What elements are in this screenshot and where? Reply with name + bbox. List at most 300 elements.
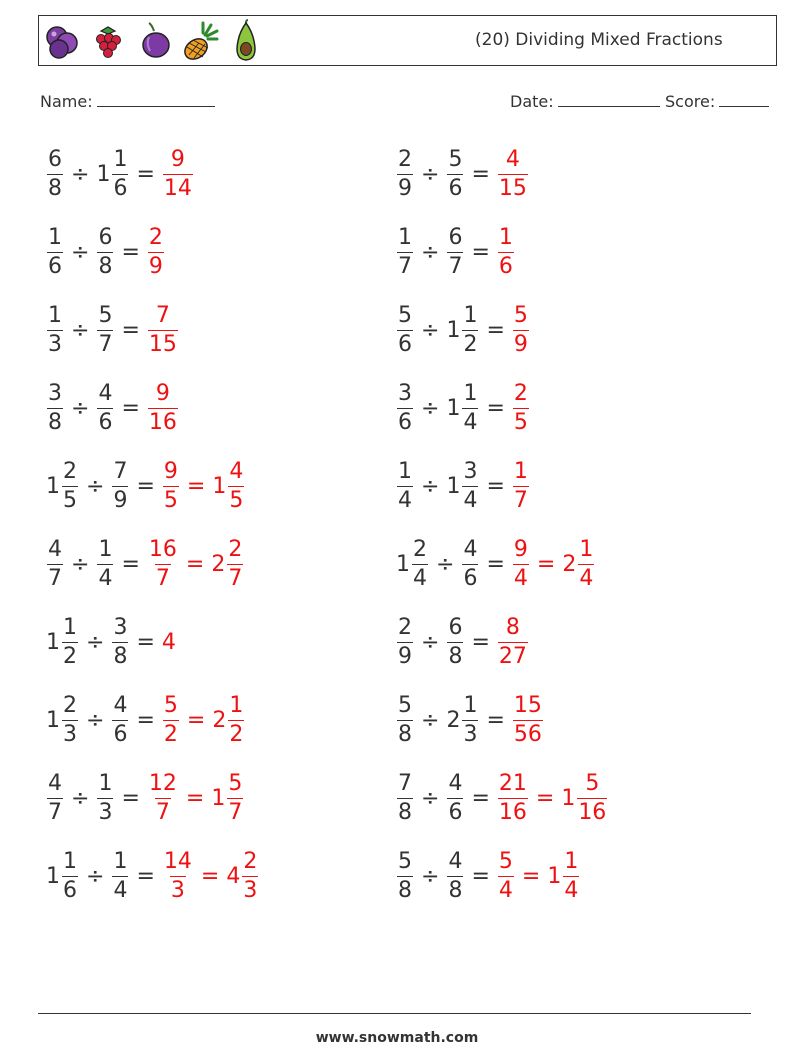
fraction [96,770,114,825]
worksheet-title: (20) Dividing Mixed Fractions [475,30,723,50]
denominator: 7 [513,487,528,513]
equals-sign: = [136,161,155,187]
divide-sign: ÷ [421,629,440,655]
divisor [111,692,129,747]
denominator: 8 [48,409,62,435]
answer [147,224,165,279]
answer-value [162,146,194,201]
divide-sign: ÷ [421,863,440,889]
answer [162,458,245,513]
answer-value [497,770,529,825]
problem-14 [396,610,529,674]
fraction [46,536,64,591]
answer [497,146,529,201]
divisor [446,614,464,669]
numerator: 1 [63,614,77,640]
dividend [46,770,64,825]
divisor [446,380,479,435]
answer-value [512,302,530,357]
equals-sign: = [121,785,140,811]
denominator: 4 [564,877,579,903]
problem-4 [396,220,515,284]
dividend [396,380,414,435]
answer-value [226,848,259,903]
dividend [46,380,64,435]
numerator: 5 [585,770,600,796]
fraction [111,692,129,747]
denominator: 4 [398,487,412,513]
denominator: 15 [148,331,177,357]
fraction [162,692,180,747]
fraction [396,458,414,513]
fraction [241,848,259,903]
equals-sign: = [486,395,505,421]
name-label: Name: [40,92,93,111]
equals-sign: = [536,551,556,577]
answer [512,380,530,435]
numerator: 1 [48,224,62,250]
equals-sign: = [186,707,206,733]
denominator: 8 [98,253,113,279]
numerator: 4 [98,380,113,406]
fraction [61,848,79,903]
dividend [396,458,414,513]
fraction [461,302,479,357]
denominator: 6 [398,331,412,357]
denominator: 14 [163,175,192,201]
dividend [46,614,79,669]
numerator: 2 [63,692,77,718]
fraction [497,146,529,201]
fraction [147,302,179,357]
dividend [46,146,64,201]
dividend [396,770,414,825]
numerator: 5 [448,146,463,172]
divisor [111,458,129,513]
answer [162,146,194,201]
denominator: 9 [398,175,412,201]
denominator: 6 [98,409,113,435]
date-label: Date: [510,92,554,111]
fraction [461,380,479,435]
denominator: 16 [578,799,607,825]
dividend [396,848,414,903]
equals-sign: = [136,629,155,655]
whole-number: 1 [446,473,461,499]
numerator: 9 [170,146,185,172]
denominator: 9 [398,643,412,669]
answer [497,614,529,669]
divide-sign: ÷ [421,707,440,733]
equals-sign: = [521,863,541,889]
numerator: 5 [398,692,412,718]
denominator: 6 [498,253,513,279]
worksheet-header [38,15,777,66]
numerator: 4 [48,536,62,562]
fraction [61,614,79,669]
divide-sign: ÷ [421,785,440,811]
numerator: 5 [398,302,412,328]
equals-sign: = [121,551,140,577]
numerator: 4 [48,770,62,796]
numerator: 1 [498,224,513,250]
equals-sign: = [136,707,155,733]
denominator: 6 [113,721,128,747]
equals-sign: = [121,395,140,421]
numerator: 12 [148,770,177,796]
answer [497,848,580,903]
divide-sign: ÷ [86,707,105,733]
numerator: 1 [229,692,244,718]
name-field [40,92,215,111]
equals-sign: = [185,551,205,577]
answer-value [497,848,515,903]
denominator: 2 [63,643,77,669]
denominator: 8 [398,877,412,903]
numerator: 5 [228,770,243,796]
name-blank [97,92,215,107]
date-blank [558,92,660,107]
fraction [396,692,414,747]
divisor [446,146,464,201]
divide-sign: ÷ [71,395,90,421]
denominator: 16 [148,409,177,435]
fraction [512,380,530,435]
problem-17 [46,766,244,830]
score-label: Score: [665,92,716,111]
denominator: 8 [113,643,128,669]
answer-value [562,536,595,591]
fraction [461,458,479,513]
answer [147,536,244,591]
numerator: 1 [463,380,478,406]
equals-sign: = [471,239,490,265]
problem-10 [396,454,530,518]
denominator: 6 [113,175,128,201]
plums-icon [43,19,81,63]
fraction [497,848,515,903]
fraction [147,770,179,825]
denominator: 7 [48,565,62,591]
dividend [396,536,429,591]
numerator: 1 [463,692,478,718]
divisor [446,224,464,279]
pineapple-icon [181,19,219,63]
fraction [111,146,129,201]
problem-8 [396,376,530,440]
whole-number: 1 [96,161,111,187]
answer [147,770,244,825]
problem-12 [396,532,595,596]
dividend [396,302,414,357]
dividend [46,224,64,279]
numerator: 6 [48,146,62,172]
denominator: 9 [148,253,163,279]
whole-number: 1 [547,863,562,889]
answer [512,302,530,357]
numerator: 3 [463,458,478,484]
equals-sign: = [471,785,490,811]
denominator: 16 [498,799,527,825]
whole-number: 1 [46,629,60,655]
problem-1 [46,142,194,206]
denominator: 6 [448,175,463,201]
fraction [396,770,414,825]
fraction [512,302,530,357]
denominator: 8 [48,175,62,201]
answer-value [512,692,544,747]
dividend [46,848,79,903]
numerator: 1 [579,536,594,562]
numerator: 7 [113,458,128,484]
denominator: 56 [513,721,542,747]
numerator: 6 [448,614,463,640]
divisor [96,302,114,357]
divisor [446,770,464,825]
fraction [396,848,414,903]
fraction [96,380,114,435]
denominator: 7 [155,799,170,825]
numerator: 5 [98,302,113,328]
fraction [446,770,464,825]
denominator: 9 [113,487,128,513]
numerator: 2 [63,458,77,484]
fraction [162,146,194,201]
divide-sign: ÷ [436,551,455,577]
fraction [396,224,414,279]
divisor [446,302,479,357]
denominator: 6 [463,565,478,591]
numerator: 4 [463,536,478,562]
numerator: 1 [98,770,113,796]
whole-number: 1 [211,785,226,811]
divide-sign: ÷ [71,551,90,577]
numerator: 21 [498,770,527,796]
problem-6 [396,298,530,362]
numerator: 5 [498,848,513,874]
divide-sign: ÷ [421,395,440,421]
numerator: 1 [463,302,478,328]
whole-number: 1 [446,317,461,343]
fraction [446,848,464,903]
numerator: 2 [243,848,258,874]
answer [162,848,259,903]
fraction [46,770,64,825]
denominator: 8 [398,799,412,825]
denominator: 2 [229,721,244,747]
answer-value [147,536,179,591]
fraction [46,380,64,435]
denominator: 7 [155,565,170,591]
divide-sign: ÷ [71,239,90,265]
dividend [396,224,414,279]
fraction [61,692,79,747]
equals-sign: = [136,473,155,499]
answer-value [497,146,529,201]
denominator: 5 [63,487,77,513]
fraction [46,302,64,357]
divisor [96,536,114,591]
divide-sign: ÷ [421,473,440,499]
numerator: 2 [148,224,163,250]
numerator: 6 [98,224,113,250]
denominator: 3 [98,799,113,825]
divide-sign: ÷ [421,317,440,343]
answer [512,692,544,747]
numerator: 1 [113,146,128,172]
divisor [111,848,129,903]
answer-value [512,536,530,591]
numerator: 1 [564,848,579,874]
answer-value [147,302,179,357]
equals-sign: = [186,473,206,499]
numerator: 4 [448,770,463,796]
numerator: 5 [513,302,528,328]
problem-7 [46,376,179,440]
date-field [510,92,660,111]
answer [497,770,608,825]
fraction [111,848,129,903]
numerator: 5 [398,848,412,874]
whole-number: 2 [562,551,577,577]
score-field [665,92,769,111]
whole-number: 1 [46,473,60,499]
fraction [411,536,429,591]
denominator: 3 [63,721,77,747]
denominator: 7 [228,799,243,825]
problem-3 [46,220,165,284]
equals-sign: = [136,863,155,889]
answer-value [147,380,179,435]
problem-20 [396,844,580,908]
fraction [562,848,580,903]
denominator: 5 [163,487,178,513]
dividend [396,146,414,201]
whole-number: 1 [212,473,227,499]
dividend [46,536,64,591]
fraction [446,146,464,201]
denominator: 3 [463,721,478,747]
numerator: 7 [398,770,412,796]
footer-url: www.snowmath.com [315,1030,479,1046]
numerator: 4 [505,146,520,172]
divisor [96,224,114,279]
fruit-icon-row [43,19,265,63]
divide-sign: ÷ [421,239,440,265]
denominator: 4 [579,565,594,591]
denominator: 3 [170,877,185,903]
denominator: 5 [229,487,244,513]
fraction [111,614,129,669]
fraction [512,536,530,591]
fraction [461,692,479,747]
footer-divider [38,1013,751,1014]
divide-sign: ÷ [71,317,90,343]
fraction [497,770,529,825]
answer-value [162,692,180,747]
whole-number: 1 [446,395,461,421]
equals-sign: = [486,317,505,343]
numerator: 5 [163,692,178,718]
whole-number: 1 [46,863,60,889]
denominator: 6 [63,877,77,903]
fraction [227,692,245,747]
numerator: 7 [155,302,170,328]
problem-13 [46,610,177,674]
divide-sign: ÷ [86,629,105,655]
avocado-icon [227,19,265,63]
numerator: 9 [155,380,170,406]
problem-19 [46,844,259,908]
answer [162,692,245,747]
answer-value [512,380,530,435]
numerator: 9 [163,458,178,484]
numerator: 4 [229,458,244,484]
equals-sign: = [185,785,205,811]
numerator: 3 [48,380,62,406]
answer-value [561,770,608,825]
denominator: 15 [498,175,527,201]
whole-number: 2 [446,707,461,733]
problem-16 [396,688,544,752]
denominator: 3 [48,331,62,357]
whole-number: 1 [46,707,60,733]
denominator: 2 [163,721,178,747]
whole-number: 2 [212,707,227,733]
fraction [147,224,165,279]
answer [147,380,179,435]
divisor [446,848,464,903]
fraction [147,380,179,435]
denominator: 7 [228,565,243,591]
numerator: 8 [505,614,520,640]
equals-sign: = [200,863,220,889]
answer [147,302,179,357]
numerator: 4 [113,692,128,718]
dividend [396,692,414,747]
denominator: 3 [243,877,258,903]
answer [512,458,530,513]
numerator: 1 [48,302,62,328]
divisor [446,458,479,513]
answer [512,536,595,591]
fraction [96,224,114,279]
answer-value [212,692,245,747]
denominator: 8 [448,643,463,669]
dividend [46,458,79,513]
equals-sign: = [486,473,505,499]
numerator: 4 [448,848,463,874]
divisor [461,536,479,591]
equals-sign: = [121,317,140,343]
problem-11 [46,532,244,596]
denominator: 7 [98,331,113,357]
dividend [46,302,64,357]
divisor [96,770,114,825]
denominator: 4 [113,877,128,903]
denominator: 8 [398,721,412,747]
denominator: 4 [463,487,478,513]
divisor [446,692,479,747]
answer [162,630,177,655]
fraction [147,536,179,591]
numerator: 1 [398,458,412,484]
fraction [446,224,464,279]
numerator: 1 [98,536,113,562]
answer-value [497,224,515,279]
problem-9 [46,454,245,518]
dividend [46,692,79,747]
